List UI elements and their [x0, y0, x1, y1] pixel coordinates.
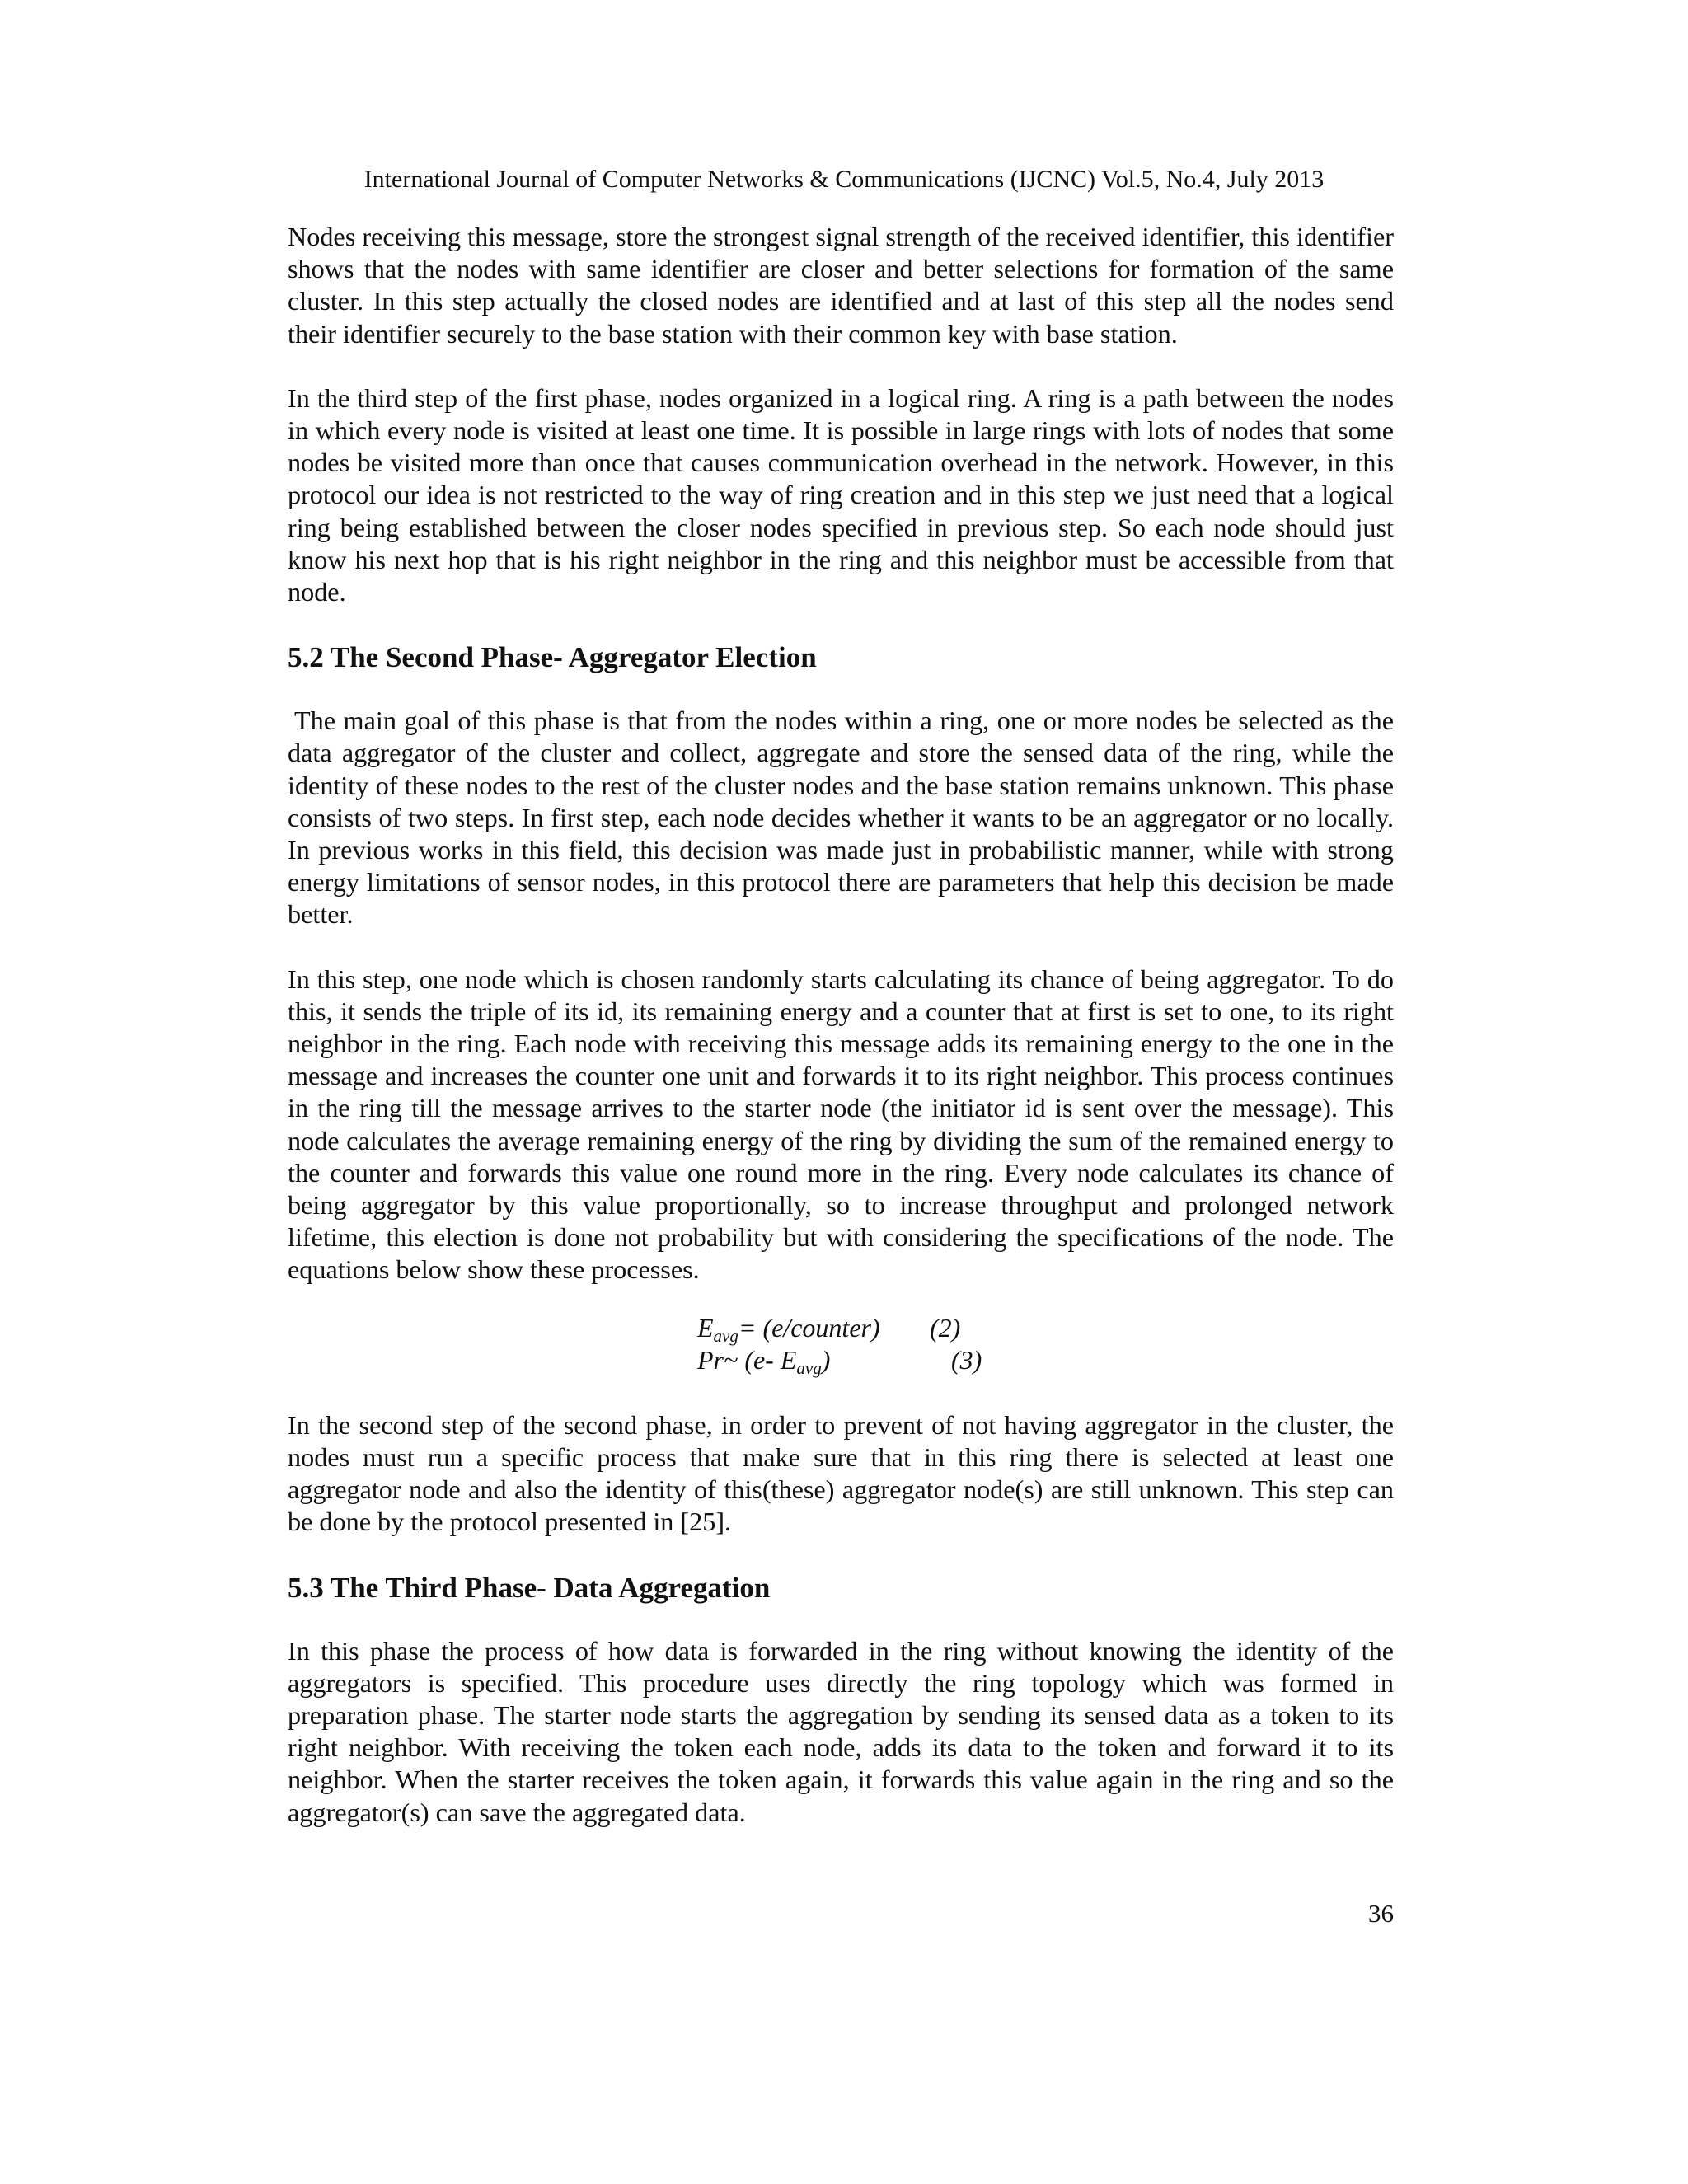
- paragraph-5: In the second step of the second phase, in order to prevent of not having aggregator in the cluster, the nodes must run a specific process that make sure that in this ring there is selected at least one aggregator node and also the identity of this(these) aggregator node(s) are still unknown. This step can be done by the protocol presented in [25].: [288, 1409, 1394, 1537]
- section-heading-5-3: 5.3 The Third Phase- Data Aggregation: [288, 1571, 771, 1604]
- paragraph-3: The main goal of this phase is that from the nodes within a ring, one or more nodes be selected as the data aggregator of the cluster and collect, aggregate and store the sensed data of the ring, while the identity of these nodes to the rest of the cluster nodes and the base station remains unknown. This phase consists of two steps. In first step, each node decides whether it wants to be an aggregator or no locally. In previous works in this field, this decision was made just in probabilistic manner, while with strong energy limitations of sensor nodes, in this protocol there are parameters that help this decision be made better.: [288, 705, 1394, 930]
- equation-2: [697, 1312, 1394, 1344]
- running-header: International Journal of Computer Networks & Communications (IJCNC) Vol.5, No.4, July 2013: [363, 166, 1325, 193]
- equation-2-number: (2): [930, 1312, 961, 1343]
- paragraph-1: Nodes receiving this message, store the strongest signal strength of the received identifier, this identifier shows that the nodes with same identifier are closer and better selections for formation of the same cluster. In this step actually the closed nodes are identified and at last of this step all the nodes send their identifier securely to the base station with their common key with base station.: [288, 222, 1394, 349]
- paragraph-6: In this phase the process of how data is forwarded in the ring without knowing the identity of the aggregators is specified. This procedure uses directly the ring topology which was formed in preparation phase. The starter node starts the aggregation by sending its sensed data as a token to its right neighbor. With receiving the token each node, adds its data to the token and forward it to its neighbor. When the starter receives the token again, it forwards this value again in the ring and so the aggregator(s) can save the aggregated data.: [288, 1635, 1394, 1827]
- page-number: 36: [1368, 1899, 1394, 1928]
- paragraph-2: In the third step of the first phase, nodes organized in a logical ring. A ring is a path between the nodes in which every node is visited at least one time. It is possible in large rings with lots of nodes that some nodes be visited more than once that causes communication overhead in the network. However, in this protocol our idea is not restricted to the way of ring creation and in this step we just need that a logical ring being established between the closer nodes specified in previous step. So each node should just know his next hop that is his right neighbor in the ring and this neighbor must be accessible from that node.: [288, 382, 1394, 607]
- equation-2-expression: $E_{avg}=$ (e/counter): [697, 1312, 880, 1346]
- section-heading-5-2: 5.2 The Second Phase- Aggregator Election: [288, 641, 817, 674]
- equation-3: [697, 1344, 1394, 1376]
- equation-3-number: (3): [951, 1344, 982, 1375]
- equation-3-expression: Pr~ (e- $E_{avg}$): [697, 1344, 831, 1378]
- equation-block: [288, 1312, 1394, 1376]
- paragraph-4: In this step, one node which is chosen randomly starts calculating its chance of being aggregator. To do this, it sends the triple of its id, its remaining energy and a counter that at first is set to one, to its right neighbor in the ring. Each node with receiving this message adds its remaining energy to the one in the message and increases the counter one unit and forwards it to its right neighbor. This process continues in the ring till the message arrives to the starter node (the initiator id is sent over the message). This node calculates the average remaining energy of the ring by dividing the sum of the remained energy to the counter and forwards this value one round more in the ring. Every node calculates its chance of being aggregator by this value proportionally, so to increase throughput and prolonged network lifetime, this election is done not probability but with considering the specifications of the node. The equations below show these processes.: [288, 963, 1394, 1285]
- page-content: [288, 221, 1394, 1861]
